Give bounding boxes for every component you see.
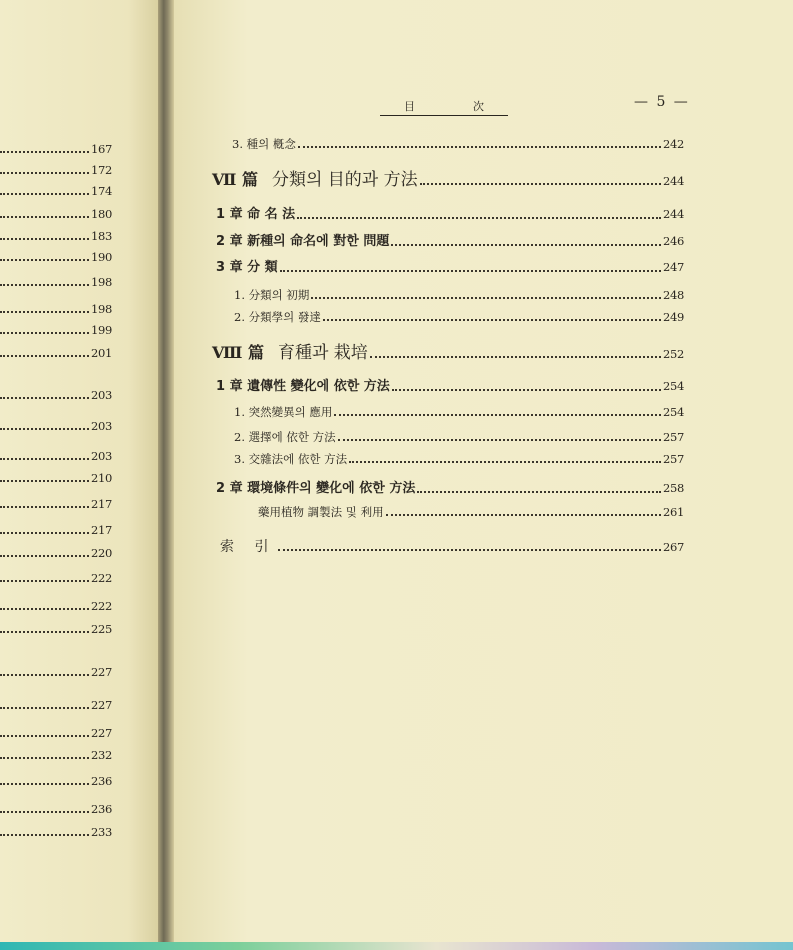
dot-leader bbox=[0, 428, 89, 430]
dot-leader bbox=[0, 311, 89, 313]
dot-leader bbox=[0, 834, 89, 836]
toc-page-number: 257 bbox=[662, 430, 684, 444]
toc-entry-chap bbox=[216, 207, 684, 222]
toc-entry-title: 1. 分類의 初期 bbox=[234, 288, 310, 302]
toc-page-number: 201 bbox=[90, 346, 112, 360]
toc-page-number: 257 bbox=[662, 452, 684, 466]
toc-page-number: 248 bbox=[662, 288, 684, 302]
left-toc-line bbox=[0, 449, 112, 463]
toc-page-number: 244 bbox=[662, 207, 684, 221]
dot-leader bbox=[0, 172, 89, 174]
toc-page-number: 203 bbox=[90, 449, 112, 463]
toc-page-number: 227 bbox=[90, 698, 112, 712]
scan-edge-strip bbox=[0, 942, 793, 950]
left-toc-line bbox=[0, 207, 112, 221]
toc-page-number: 258 bbox=[662, 481, 684, 495]
dot-leader bbox=[0, 458, 89, 460]
toc-page-number: 227 bbox=[90, 665, 112, 679]
left-toc-line bbox=[0, 419, 112, 433]
toc-page-number: 244 bbox=[662, 174, 684, 188]
dot-leader bbox=[0, 580, 89, 582]
toc-page-number: 252 bbox=[662, 347, 684, 361]
toc-page-number: 220 bbox=[90, 546, 112, 560]
toc-page-number: 246 bbox=[662, 234, 684, 248]
left-toc-line bbox=[0, 323, 112, 337]
dot-leader bbox=[392, 389, 661, 391]
book-gutter bbox=[158, 0, 174, 950]
part-number: Ⅷ 篇 bbox=[212, 343, 264, 362]
left-toc-line bbox=[0, 471, 112, 485]
toc-entry-title: 3 章 分 類 bbox=[216, 260, 278, 275]
toc-entry-sec bbox=[232, 137, 684, 151]
toc-entry-title: 藥用植物 調製法 및 利用 bbox=[258, 505, 384, 519]
toc-entry-part bbox=[212, 343, 684, 363]
dot-leader bbox=[280, 270, 661, 272]
toc-page-number: 267 bbox=[662, 540, 684, 554]
toc-entry-chap bbox=[216, 260, 684, 275]
dot-leader bbox=[0, 631, 89, 633]
dot-leader bbox=[323, 319, 661, 321]
toc-page-number: 203 bbox=[90, 388, 112, 402]
dot-leader bbox=[349, 461, 661, 463]
dot-leader bbox=[0, 608, 89, 610]
toc-page-number: 167 bbox=[90, 142, 112, 156]
dot-leader bbox=[0, 811, 89, 813]
dot-leader bbox=[0, 355, 89, 357]
toc-page-number: 236 bbox=[90, 802, 112, 816]
left-toc-line bbox=[0, 497, 112, 511]
toc-page-number: 222 bbox=[90, 571, 112, 585]
left-toc-line bbox=[0, 346, 112, 360]
header-title-left: 目 bbox=[404, 100, 415, 113]
left-toc-line bbox=[0, 571, 112, 585]
toc-entry-idx bbox=[220, 540, 684, 554]
left-toc-line bbox=[0, 622, 112, 636]
dot-leader bbox=[391, 244, 661, 246]
toc-page-number: 217 bbox=[90, 497, 112, 511]
toc-page-number: 242 bbox=[662, 137, 684, 151]
toc-page-number: 247 bbox=[662, 260, 684, 274]
dot-leader bbox=[0, 216, 89, 218]
dot-leader bbox=[298, 146, 661, 148]
left-toc-line bbox=[0, 523, 112, 537]
dot-leader bbox=[417, 491, 661, 493]
toc-page-number: 254 bbox=[662, 405, 684, 419]
dot-leader bbox=[0, 397, 89, 399]
left-toc-line bbox=[0, 665, 112, 679]
dot-leader bbox=[334, 414, 661, 416]
dot-leader bbox=[0, 707, 89, 709]
header-title-right: 次 bbox=[473, 100, 484, 113]
toc-page-number: 233 bbox=[90, 825, 112, 839]
toc-page-number: 198 bbox=[90, 302, 112, 316]
dot-leader bbox=[0, 532, 89, 534]
left-toc-line bbox=[0, 302, 112, 316]
toc-entry-sec bbox=[234, 288, 684, 302]
toc-entry-chap bbox=[216, 481, 684, 496]
toc-entry-chap bbox=[216, 234, 684, 249]
left-toc-line bbox=[0, 388, 112, 402]
toc-entry-title: 索 引 bbox=[220, 539, 277, 555]
left-toc-line bbox=[0, 726, 112, 740]
dot-leader bbox=[0, 480, 89, 482]
dot-leader bbox=[0, 151, 89, 153]
toc-page-number: 232 bbox=[90, 748, 112, 762]
part-number: Ⅶ 篇 bbox=[212, 170, 258, 189]
toc-page-number: 210 bbox=[90, 471, 112, 485]
left-toc-line bbox=[0, 184, 112, 198]
dot-leader bbox=[0, 757, 89, 759]
dot-leader bbox=[0, 783, 89, 785]
toc-entry-title: 育種과 栽培 bbox=[277, 343, 368, 363]
toc-page-number: 203 bbox=[90, 419, 112, 433]
dot-leader bbox=[420, 183, 661, 185]
toc-entry-title: 2. 分類學의 發達 bbox=[234, 310, 321, 324]
toc-entry-sec bbox=[234, 452, 684, 466]
toc-page-number: 236 bbox=[90, 774, 112, 788]
toc-page-number: 225 bbox=[90, 622, 112, 636]
left-toc-line bbox=[0, 825, 112, 839]
left-toc-line bbox=[0, 599, 112, 613]
left-toc-line bbox=[0, 748, 112, 762]
toc-entry-title: 3. 交雜法에 依한 方法 bbox=[234, 452, 348, 466]
toc-entry-title: 2 章 環境條件의 變化에 依한 方法 bbox=[216, 481, 416, 496]
dot-leader bbox=[386, 514, 661, 516]
left-toc-line bbox=[0, 229, 112, 243]
toc-entry-title: 3. 種의 槪念 bbox=[232, 137, 296, 151]
dot-leader bbox=[0, 506, 89, 508]
page-number: — 5 — bbox=[634, 94, 690, 110]
dot-leader bbox=[0, 193, 89, 195]
dot-leader bbox=[0, 284, 89, 286]
toc-entry-title: 2. 選擇에 依한 方法 bbox=[234, 430, 336, 444]
dot-leader bbox=[0, 735, 89, 737]
left-toc-line bbox=[0, 774, 112, 788]
toc-page-number: 183 bbox=[90, 229, 112, 243]
toc-page-number: 180 bbox=[90, 207, 112, 221]
left-toc-line bbox=[0, 142, 112, 156]
toc-entry-title: 1 章 命 名 法 bbox=[216, 207, 296, 222]
dot-leader bbox=[0, 674, 89, 676]
toc-entry-title: 1. 突然變異의 應用 bbox=[234, 405, 333, 419]
toc-page-number: 261 bbox=[662, 505, 684, 519]
dot-leader bbox=[370, 356, 661, 358]
dot-leader bbox=[0, 238, 89, 240]
toc-entry-sec bbox=[234, 405, 684, 419]
left-toc-line bbox=[0, 250, 112, 264]
left-toc-line bbox=[0, 163, 112, 177]
left-toc-line bbox=[0, 546, 112, 560]
dot-leader bbox=[0, 259, 89, 261]
toc-page-number: 217 bbox=[90, 523, 112, 537]
dot-leader bbox=[0, 332, 89, 334]
toc-entry-part bbox=[212, 170, 684, 190]
dot-leader bbox=[278, 549, 660, 551]
toc-page-number: 222 bbox=[90, 599, 112, 613]
left-toc-line bbox=[0, 275, 112, 289]
toc-entry-title: 分類의 目的과 方法 bbox=[271, 170, 418, 190]
toc-page-number: 249 bbox=[662, 310, 684, 324]
toc-entry-sec bbox=[258, 505, 684, 519]
dot-leader bbox=[297, 217, 661, 219]
toc-page-number: 198 bbox=[90, 275, 112, 289]
toc-entry-title: 1 章 遺傳性 變化에 依한 方法 bbox=[216, 379, 390, 394]
left-toc-line bbox=[0, 802, 112, 816]
dot-leader bbox=[311, 297, 661, 299]
toc-page-number: 190 bbox=[90, 250, 112, 264]
toc-page-number: 254 bbox=[662, 379, 684, 393]
toc-entry-title: 2 章 新種의 命名에 對한 問題 bbox=[216, 234, 390, 249]
toc-page-number: 227 bbox=[90, 726, 112, 740]
page-header-title bbox=[380, 98, 508, 116]
toc-page-number: 199 bbox=[90, 323, 112, 337]
toc-entry-chap bbox=[216, 379, 684, 394]
toc-entry-sec bbox=[234, 430, 684, 444]
toc-page-number: 172 bbox=[90, 163, 112, 177]
dot-leader bbox=[0, 555, 89, 557]
dot-leader bbox=[338, 439, 661, 441]
toc-page-number: 174 bbox=[90, 184, 112, 198]
left-toc-line bbox=[0, 698, 112, 712]
toc-entry-sec bbox=[234, 310, 684, 324]
